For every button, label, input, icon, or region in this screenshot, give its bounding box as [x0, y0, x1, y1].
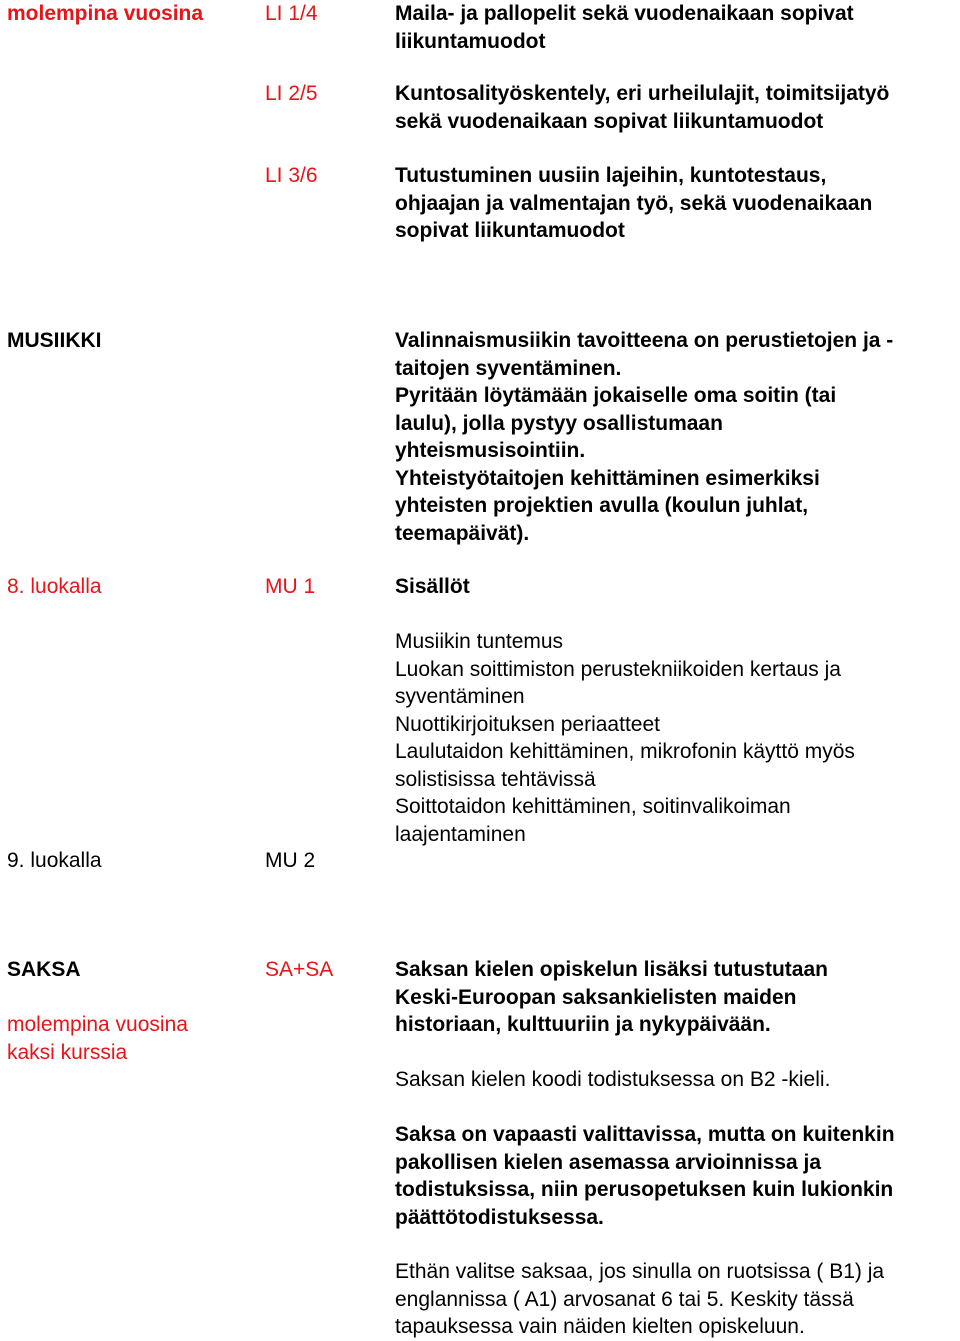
saksa-optional-line2: pakollisen kielen asemassa arvioinnissa ja	[395, 1150, 822, 1174]
musiikki-content-line1: Musiikin tuntemus	[395, 630, 564, 653]
subject-saksa: SAKSA	[7, 958, 81, 981]
saksa-warning-line1: Ethän valitse saksaa, jos sinulla on ruotsissa ( B1) ja	[395, 1260, 885, 1283]
saksa-warning-line2: englannissa ( A1) arvosanat 6 tai 5. Keskity tässä	[395, 1287, 854, 1311]
course-desc-li3-line3: sopivat liikuntamuodot	[395, 219, 625, 242]
saksa-optional-line3: todistuksissa, niin perusopetuksen kuin lukionkin	[395, 1178, 894, 1201]
musiikki-content-line3: syventäminen	[395, 685, 525, 708]
course-desc-li3-line2: ohjaajan ja valmentajan työ, sekä vuodenaikaan	[395, 191, 873, 215]
courses-count-saksa: kaksi kurssia	[7, 1040, 128, 1064]
years-label-saksa: molempina vuosina	[7, 1013, 188, 1036]
saksa-code-note: Saksan kielen koodi todistuksessa on B2 -kieli.	[395, 1068, 831, 1091]
musiikki-goal-line2: taitojen syventäminen.	[395, 356, 622, 380]
musiikki-content-line2: Luokan soittimiston perustekniikoiden kertaus ja	[395, 657, 841, 681]
saksa-intro-line2: Keski-Euroopan saksankielisten maiden	[395, 985, 797, 1009]
musiikki-goal-line5: yhteismusisointiin.	[395, 439, 586, 462]
musiikki-goal-line3: Pyritään löytämään jokaiselle oma soitin (tai	[395, 384, 837, 407]
course-code-li3: LI 3/6	[265, 164, 318, 187]
musiikki-goal-line4: laulu), jolla pystyy osallistumaan	[395, 411, 723, 435]
musiikki-content-line5: Laulutaidon kehittäminen, mikrofonin käyttö myös	[395, 740, 855, 763]
saksa-optional-line4: päättötodistuksessa.	[395, 1205, 604, 1229]
grade-8-label: 8. luokalla	[7, 575, 102, 598]
contents-heading: Sisällöt	[395, 575, 470, 598]
course-code-li2: LI 2/5	[265, 82, 318, 105]
musiikki-goal-line7: yhteisten projektien avulla (koulun juhlat,	[395, 494, 809, 517]
course-desc-li2-line2: sekä vuodenaikaan sopivat liikuntamuodot	[395, 109, 824, 133]
musiikki-goal-line8: teemapäivät).	[395, 521, 530, 545]
saksa-intro-line3: historiaan, kulttuuriin ja nykypäivään.	[395, 1013, 771, 1036]
course-desc-li3-line1: Tutustuminen uusiin lajeihin, kuntotestaus,	[395, 164, 827, 187]
musiikki-content-line6: solistisissa tehtävissä	[395, 767, 596, 791]
course-desc-li1-line2: liikuntamuodot	[395, 29, 546, 53]
subject-musiikki: MUSIIKKI	[7, 329, 102, 352]
course-code-mu1: MU 1	[265, 575, 316, 598]
years-label-liikunta: molempina vuosina	[7, 2, 204, 25]
saksa-warning-line3: tapauksessa vain näiden kielten opiskeluun.	[395, 1315, 805, 1338]
saksa-optional-line1: Saksa on vapaasti valittavissa, mutta on kuitenkin	[395, 1123, 895, 1146]
course-desc-li1-line1: Maila- ja pallopelit sekä vuodenaikaan sopivat	[395, 2, 854, 25]
grade-9-label: 9. luokalla	[7, 849, 102, 872]
musiikki-content-line4: Nuottikirjoituksen periaatteet	[395, 712, 660, 736]
course-code-sa: SA+SA	[265, 958, 334, 981]
course-code-mu2: MU 2	[265, 849, 316, 872]
musiikki-content-line7: Soittotaidon kehittäminen, soitinvalikoiman	[395, 795, 791, 818]
course-code-li1: LI 1/4	[265, 2, 318, 25]
saksa-intro-line1: Saksan kielen opiskelun lisäksi tutustutaan	[395, 958, 828, 981]
musiikki-goal-line1: Valinnaismusiikin tavoitteena on perustietojen ja -	[395, 329, 894, 352]
musiikki-goal-line6: Yhteistyötaitojen kehittäminen esimerkiksi	[395, 466, 820, 490]
course-desc-li2-line1: Kuntosalityöskentely, eri urheilulajit, toimitsijatyö	[395, 82, 890, 105]
musiikki-content-line8: laajentaminen	[395, 822, 526, 846]
